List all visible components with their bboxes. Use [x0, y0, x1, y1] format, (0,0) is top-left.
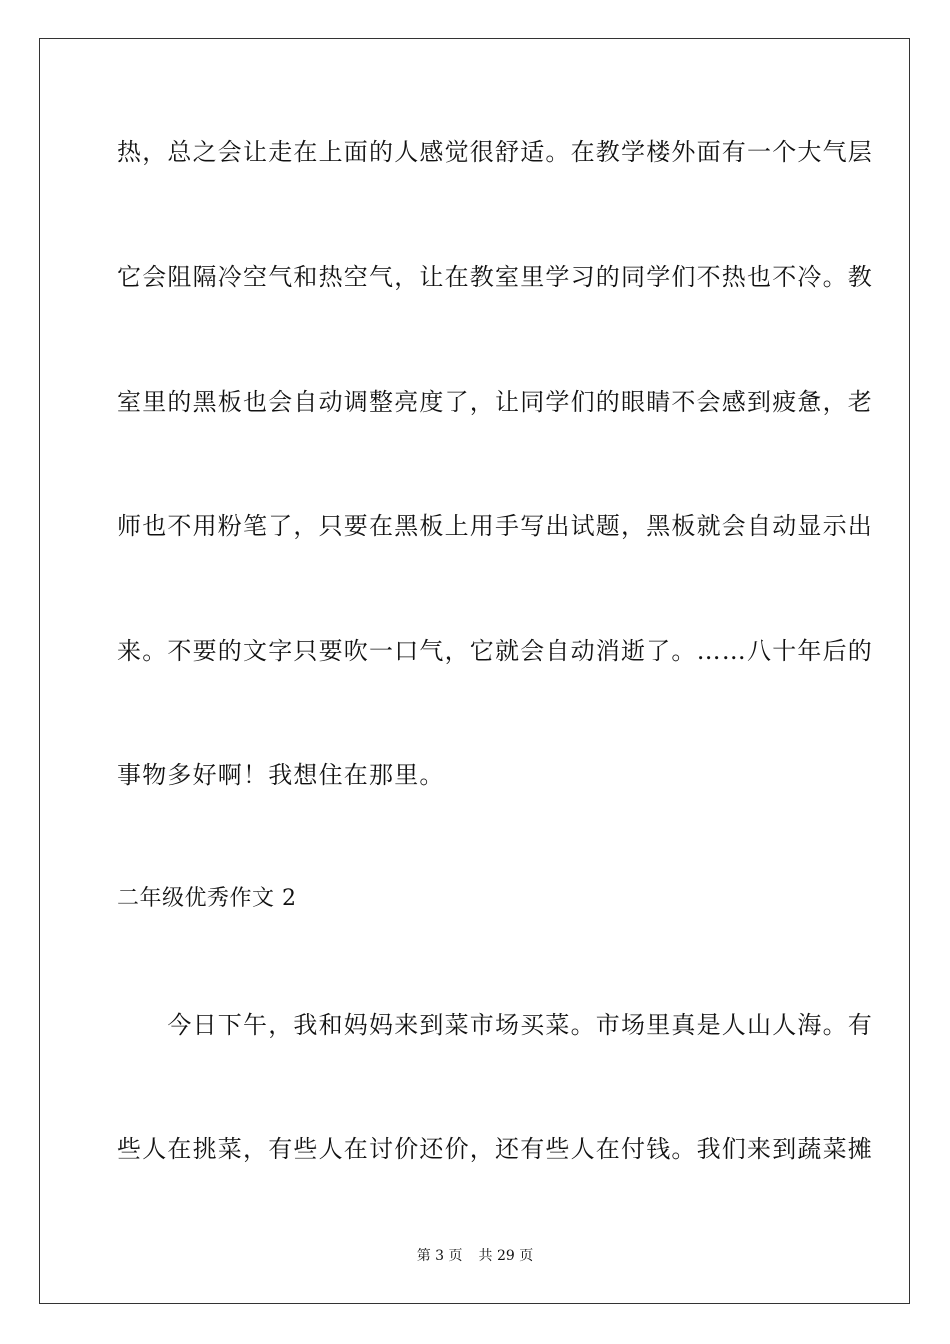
paragraph-line-4: 师也不用粉笔了，只要在黑板上用手写出试题，黑板就会自动显示出: [117, 512, 873, 540]
page-total: 共 29 页: [478, 1248, 534, 1264]
paragraph-line-3: 室里的黑板也会自动调整亮度了，让同学们的眼睛不会感到疲惫，老: [117, 388, 873, 416]
page-footer: [0, 1247, 950, 1265]
paragraph-line-2: 它会阻隔冷空气和热空气，让在教室里学习的同学们不热也不冷。教: [117, 263, 873, 291]
paragraph-line-5: 来。不要的文字只要吹一口气，它就会自动消逝了。……八十年后的: [117, 637, 873, 665]
section-heading: 二年级优秀作文 2: [117, 886, 297, 911]
page-frame: [39, 38, 910, 1304]
page-number: 第 3 页: [416, 1248, 463, 1264]
paragraph-line-1: 热，总之会让走在上面的人感觉很舒适。在教学楼外面有一个大气层: [117, 138, 873, 166]
paragraph-line-6: 事物多好啊！我想住在那里。: [117, 761, 445, 789]
paragraph2-line-1: 今日下午，我和妈妈来到菜市场买菜。市场里真是人山人海。有: [117, 1011, 873, 1039]
paragraph2-line-2: 些人在挑菜，有些人在讨价还价，还有些人在付钱。我们来到蔬菜摊: [117, 1135, 873, 1163]
